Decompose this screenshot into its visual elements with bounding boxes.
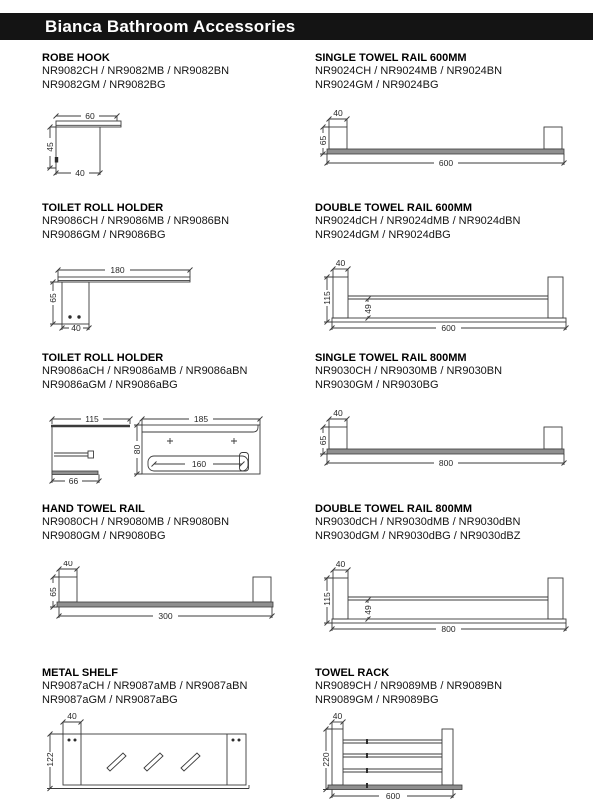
double-towel-rail-800-drawing <box>315 561 575 633</box>
rail-tick <box>366 783 368 788</box>
dim-label-post: 40 <box>335 561 346 569</box>
product-codes: NR9087aGM / NR9087aBG <box>42 693 178 706</box>
product-codes: NR9030GM / NR9030BG <box>315 378 439 391</box>
hook-foot <box>55 157 58 163</box>
product-codes: NR9030dCH / NR9030dMB / NR9030dBN <box>315 516 521 528</box>
product-codes: NR9024CH / NR9024MB / NR9024BN <box>315 65 503 77</box>
page-title: Bianca Bathroom Accessories <box>45 16 296 36</box>
product-codes: NR9086CH / NR9086MB / NR9086BN <box>42 215 230 227</box>
dim-label-depth: 40 <box>71 323 81 333</box>
product-hand-towel-rail <box>42 502 327 623</box>
dim-label-length: 600 <box>438 158 454 168</box>
metal-shelf-drawing <box>42 713 292 797</box>
product-title: TOILET ROLL HOLDER <box>42 202 164 214</box>
product-title: TOWEL RACK <box>315 667 390 679</box>
drawing-lines <box>324 568 569 632</box>
dim-label-length: 800 <box>441 624 456 633</box>
dim-label-roll: 160 <box>191 459 207 469</box>
product-codes: NR9089GM / NR9089BG <box>315 693 439 706</box>
drawing-lines <box>324 267 569 331</box>
rail-tick <box>366 768 368 773</box>
toilet-roll-holder-drawing <box>42 260 212 334</box>
double-towel-rail-600-drawing <box>315 260 575 332</box>
product-codes: NR9089CH / NR9089MB / NR9089BN <box>315 680 503 692</box>
dim-label-post: 40 <box>335 260 346 268</box>
dim-label-height: 115 <box>322 291 332 305</box>
screw-hole <box>77 315 80 318</box>
product-codes: NR9080GM / NR9080BG <box>42 529 166 542</box>
dim-label-post: 40 <box>333 110 343 118</box>
product-toilet-roll-holder-a <box>42 351 327 492</box>
product-codes: NR9086aCH / NR9086aMB / NR9086aBN <box>42 365 248 377</box>
dim-label-width: 60 <box>85 111 95 121</box>
product-title: ROBE HOOK <box>42 52 110 64</box>
product-title: HAND TOWEL RAIL <box>42 503 145 515</box>
dim-label-height: 115 <box>322 592 332 606</box>
dim-label-post: 40 <box>333 410 343 418</box>
product-title: SINGLE TOWEL RAIL 600MM <box>315 52 467 64</box>
towel-rack-drawing <box>315 713 470 803</box>
product-codes: NR9087aCH / NR9087aMB / NR9087aBN <box>42 680 248 692</box>
product-towel-rack <box>315 666 600 803</box>
header-bar <box>0 13 593 40</box>
dim-label-gap: 49 <box>363 605 373 615</box>
dim-label-height: 65 <box>48 293 58 303</box>
dim-label-length: 800 <box>438 458 454 468</box>
product-toilet-roll-holder <box>42 201 327 334</box>
dim-label-height: 65 <box>318 135 328 146</box>
dim-label-post: 40 <box>332 713 343 721</box>
product-title: DOUBLE TOWEL RAIL 800MM <box>315 503 473 515</box>
dim-label-post: 40 <box>63 561 73 568</box>
dim-label-length: 600 <box>441 323 456 332</box>
rail-tick <box>366 753 368 758</box>
product-codes: NR9082CH / NR9082MB / NR9082BN <box>42 65 230 77</box>
product-codes: NR9024dCH / NR9024dMB / NR9024dBN <box>315 215 521 227</box>
product-codes: NR9030CH / NR9030MB / NR9030BN <box>315 365 503 377</box>
product-codes: NR9082GM / NR9082BG <box>42 78 166 91</box>
dim-label-side-depth: 66 <box>68 476 79 486</box>
product-single-towel-rail-600 <box>315 51 600 172</box>
dim-label-height: 80 <box>132 444 142 455</box>
dim-label-gap: 49 <box>363 304 373 314</box>
dim-label-height: 220 <box>321 752 331 767</box>
single-towel-rail-600-drawing <box>315 110 570 172</box>
product-single-towel-rail-800 <box>315 351 600 472</box>
product-codes: NR9030dGM / NR9030dBG / NR9030dBZ <box>315 529 521 542</box>
dim-label-length: 600 <box>385 791 401 801</box>
single-towel-rail-800-drawing <box>315 410 570 472</box>
product-codes: NR9086aGM / NR9086aBG <box>42 378 178 391</box>
rail-tick <box>366 739 368 744</box>
dim-label-height: 65 <box>48 587 58 597</box>
product-title: TOILET ROLL HOLDER <box>42 352 164 364</box>
screw-hole <box>74 739 77 742</box>
product-metal-shelf <box>42 666 327 797</box>
product-title: METAL SHELF <box>42 667 118 679</box>
drawing-lines <box>50 268 193 331</box>
product-codes: NR9086GM / NR9086BG <box>42 228 166 241</box>
drawing-lines <box>47 720 249 792</box>
hand-towel-rail-drawing <box>42 561 282 623</box>
product-codes: NR9024dGM / NR9024dBG <box>315 228 451 241</box>
robe-hook-drawing <box>42 110 202 184</box>
screw-hole <box>232 739 235 742</box>
dim-label-height: 45 <box>45 142 55 152</box>
toilet-roll-holder-a-drawing <box>42 410 292 492</box>
dim-label-length: 300 <box>158 611 173 621</box>
dim-label-width: 180 <box>110 265 125 275</box>
product-robe-hook <box>42 51 327 184</box>
product-title: SINGLE TOWEL RAIL 800MM <box>315 352 467 364</box>
dim-label-side-width: 115 <box>85 414 99 424</box>
drawing-lines <box>323 720 462 799</box>
screw-hole <box>238 739 241 742</box>
dim-label-width: 185 <box>193 414 209 424</box>
dim-label-depth: 40 <box>75 168 85 178</box>
product-double-towel-rail-800 <box>315 502 600 633</box>
product-codes: NR9024GM / NR9024BG <box>315 78 439 91</box>
product-title: DOUBLE TOWEL RAIL 600MM <box>315 202 473 214</box>
product-double-towel-rail-600 <box>315 201 600 332</box>
screw-hole <box>68 739 71 742</box>
screw-hole <box>68 315 71 318</box>
dim-label-post: 40 <box>67 713 77 721</box>
dim-label-height: 65 <box>318 435 328 446</box>
product-codes: NR9080CH / NR9080MB / NR9080BN <box>42 516 230 528</box>
drawing-lines <box>47 114 121 176</box>
dim-label-height: 122 <box>45 752 55 767</box>
